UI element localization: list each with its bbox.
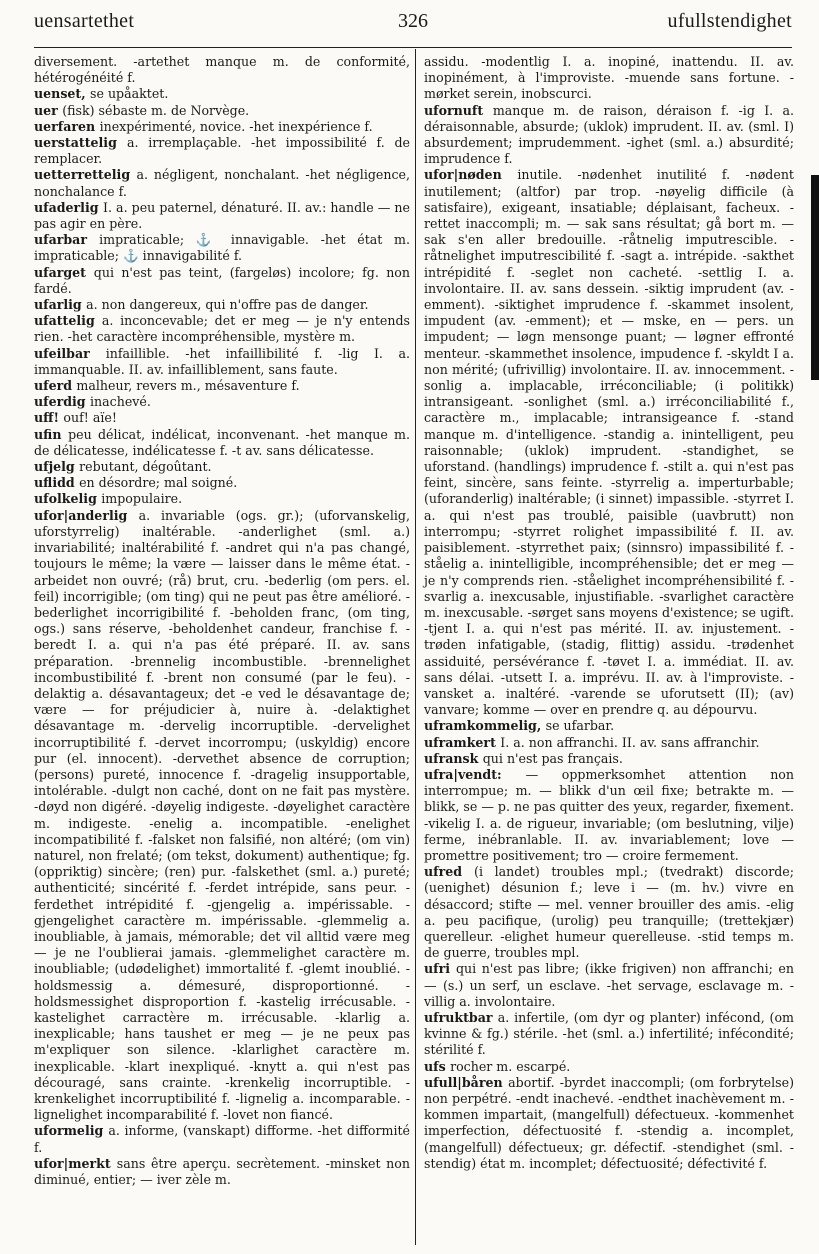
entry-text: impraticable; ⚓ innavigable. -het état m. impraticable; ⚓ innavigabilité f. xyxy=(34,232,410,264)
dictionary-entry xyxy=(34,54,410,86)
dictionary-entry xyxy=(34,103,410,119)
dictionary-entry xyxy=(34,265,410,297)
thumb-index-tab xyxy=(811,175,819,380)
dictionary-entry xyxy=(34,232,410,264)
entry-text: abortif. -byrdet inaccompli; (om forbrytelse) non perpétré. -endt inachevé. -endthet inachèvement m. -kommen impartait, (mangelfull) défectueux. -kommenhet imperfection, défectuosité f. -stendig a. incomplet, (mangelfull) défectueux; gr. défectif. -stendighet (sml. -stendig) état m. incomplet; défectuosité; défectivité f. xyxy=(424,1074,794,1171)
entry-text: (fisk) sébaste m. de Norvège. xyxy=(62,102,250,118)
entry-headword: uferd xyxy=(34,378,73,394)
entry-text: a. non dangereux, qui n'offre pas de danger. xyxy=(86,297,369,313)
entry-headword: ufeilbar xyxy=(34,345,90,361)
entry-text: qui n'est pas teint, (fargeløs) incolore; fg. non fardé. xyxy=(34,264,410,296)
left-guide-word: uensartethet xyxy=(34,10,135,32)
entry-headword: ufaderlig xyxy=(34,199,99,215)
dictionary-entry xyxy=(34,378,410,394)
dictionary-entry xyxy=(34,508,410,1124)
dictionary-entry xyxy=(34,410,410,426)
column-divider xyxy=(415,49,416,1245)
dictionary-entry xyxy=(34,119,410,135)
dictionary-entry xyxy=(424,735,794,751)
dictionary-entry xyxy=(424,54,794,103)
entry-text: — oppmerksomhet attention non interrompue; m. — blikk d'un œil fixe; betrakte m. — blikk, se — p. ne pas quitter des yeux, regarder, fixement. -vikelig I. a. de rigueur, invariable; (om beslutning, vilje) ferme, inébranlable. II. av. invariablement; love — promettre positivement; tro — croire fermement. xyxy=(424,766,794,863)
right-column xyxy=(424,54,794,1172)
entry-headword: ufra|vendt: xyxy=(424,766,502,782)
entry-text: qui n'est pas libre; (ikke frigiven) non affranchi; en — (s.) un serf, un esclave. -het servage, esclavage m. -villig a. involontaire. xyxy=(424,961,794,1009)
dictionary-entry xyxy=(424,718,794,734)
dictionary-entry xyxy=(34,1123,410,1155)
entry-headword: ufransk xyxy=(424,750,479,766)
dictionary-entry xyxy=(34,491,410,507)
entry-text: a. inconcevable; det er meg — je n'y entends rien. -het caractère incompréhensible, mystère m. xyxy=(34,313,410,345)
dictionary-entry xyxy=(424,167,794,718)
entry-headword: ufruktbar xyxy=(424,1009,493,1025)
entry-text: a. invariable (ogs. gr.); (uforvanskelig, uforstyrrelig) inaltérable. -anderlighet (sml. a.) invariabilité; inaltérabilité f. -andret qui n'a pas changé, toujours le même; la være — laisser dans le même état. -arbeidet non ouvré; (rå) brut, cru. -bederlig (om pers. el. feil) incorrigible; (om ting) qui ne peut pas être amélioré. -bederlighet incorrigibilité f. -beholden franc, (om ting, ogs.) sans réserve, -beholdenhet candeur, franchise f. -beredt I. a. qui n'a pas été préparé. II. av. sans préparation. -brennelig incombustible. -brennelighet incombustibilité f. -brent non consumé (par le feu). -delaktig a. désavantageux; det -e ved le désavantage de; være — for préjudicier à, nuire à. -delaktighet désavantage m. -dervelig incorruptible. -dervelighet incorruptibilité f. -dervet incorrompu; (uskyldig) encore pur (el. innocent). -dervethet absence de corruption; (persons) pureté, innocence f. -dragelig insupportable, intolérable. -dulgt non caché, dont on ne fait pas mystère. -døyd non digéré. -døyelig indigeste. -døyelighet caractère m. indigeste. -enelig a. incompatible. -enelighet incompatibilité f. -falsket non falsifié, non altéré; (om vin) naturel, non frelaté; (om tekst, dokument) authentique; fg. (oppriktig) sincère; (ren) pur. -falskethet (sml. a.) pureté; authenticité; sincérité f. -ferdet intrépide, sans peur. -ferdethet intrépidité f. -gjengelig a. impérissable. -gjengelighet caractère m. impérissable. -glemmelig a. inoubliable, à jamais, mémorable; det vil alltid være meg — je ne l'oublierai jamais. -glemmelighet caractère m. inoubliable; (udødelighet) immortalité f. -glemt inoublié. -holdsmessig a. démesuré, disproportionné. -holdsmessighet disproportion f. -kastelig irrécusable. -kastelighet carractère m. irrécusable. -klarlig a. inexplicable; hans taushet er meg — je ne peux pas m'expliquer son silence. -klarlighet caractère m. inexplicable. -klart inexpliqué. -knytt a. qui n'est pas découragé, sans crainte. -krenkelig incorruptible. -krenkelighet incorruptibilité f. -lignelig a. incomparable. -lignelighet incomparabilité f. -lovet non fiancé. xyxy=(34,507,410,1123)
dictionary-entry xyxy=(34,459,410,475)
entry-headword: ufin xyxy=(34,426,62,442)
dictionary-entry xyxy=(424,1059,794,1075)
dictionary-entry xyxy=(424,1075,794,1172)
entry-text: a. infertile, (om dyr og planter) infécond, (om kvinne & fg.) stérile. -het (sml. a.) infertilité; infécondité; stérilité f. xyxy=(424,1009,794,1058)
entry-text: I. a. peu paternel, dénaturé. II. av.: handle — ne pas agir en père. xyxy=(34,199,410,232)
entry-text: manque m. de raison, déraison f. -ig I. a. déraisonnable, absurde; (uklok) imprudent. II. av. (sml. I) absurdement; imprudemment. -ighet (sml. a.) absurdité; imprudence f. xyxy=(424,102,794,167)
entry-text: peu délicat, indélicat, inconvenant. -het manque m. de délicatesse, indélicatesse f. -t av. sans délicatesse. xyxy=(34,426,411,458)
entry-headword: ufred xyxy=(424,864,463,880)
entry-text: infaillible. -het infaillibilité f. -lig I. a. immanquable. II. av. infailliblement, sans faute. xyxy=(34,345,410,377)
entry-headword: ufull|båren xyxy=(424,1074,503,1090)
dictionary-entry xyxy=(34,475,410,491)
entry-text: se upåaktet. xyxy=(90,86,169,102)
entry-text: sans être aperçu. secrètement. -minsket non diminué, entier; — iver zèle m. xyxy=(34,1155,410,1188)
entry-headword: uferdig xyxy=(34,394,86,410)
entry-headword: ufor|nøden xyxy=(424,167,502,183)
entry-headword: uframkert xyxy=(424,734,496,750)
entry-headword: uenset, xyxy=(34,86,86,102)
entry-headword: ufattelig xyxy=(34,313,95,329)
entry-text: se ufarbar. xyxy=(545,718,615,734)
dictionary-entry xyxy=(424,103,794,168)
dictionary-entry xyxy=(34,313,410,345)
left-column xyxy=(34,54,410,1188)
entry-text: a. irremplaçable. -het impossibilité f. de remplacer. xyxy=(34,135,410,167)
entry-text: I. a. non affranchi. II. av. sans affranchir. xyxy=(500,734,760,750)
entry-headword: ufor|merkt xyxy=(34,1155,111,1171)
entry-headword: ufri xyxy=(424,961,450,977)
entry-text: impopulaire. xyxy=(101,491,183,507)
dictionary-entry xyxy=(34,1156,410,1188)
entry-headword: ufarget xyxy=(34,264,87,280)
dictionary-entry xyxy=(34,135,410,167)
page-number: 326 xyxy=(398,10,428,32)
entry-text: a. négligent, nonchalant. -het négligence, nonchalance f. xyxy=(34,167,410,199)
dictionary-entry xyxy=(424,864,794,961)
entry-text: rocher m. escarpé. xyxy=(450,1058,571,1074)
entry-headword: ufarbar xyxy=(34,232,87,248)
entry-headword: uff! xyxy=(34,410,60,426)
entry-text: diversement. -artethet manque m. de conformité, hétérogénéité f. xyxy=(34,54,410,86)
entry-headword: ufornuft xyxy=(424,102,484,118)
dictionary-entry xyxy=(34,427,410,459)
dictionary-entry xyxy=(34,200,410,232)
entry-headword: uetterrettelig xyxy=(34,167,131,183)
entry-headword: ufs xyxy=(424,1058,446,1074)
dictionary-entry xyxy=(34,86,410,102)
dictionary-entry xyxy=(424,767,794,864)
entry-headword: uformelig xyxy=(34,1123,104,1139)
entry-headword: uer xyxy=(34,102,58,118)
header-rule xyxy=(34,47,792,48)
entry-text: qui n'est pas français. xyxy=(482,750,623,766)
dictionary-entry xyxy=(34,346,410,378)
entry-text: (i landet) troubles mpl.; (tvedrakt) discorde; (uenighet) désunion f.; leve i — (m. hv.) vivre en désaccord; stifte — mel. venner brouiller des amis. -elig a. peu pacifique, (urolig) peu tranquille; (trettekjær) querelleur. -elighet humeur querelleuse. -stid temps m. de guerre, troubles mpl. xyxy=(424,864,794,961)
entry-text: ouf! aïe! xyxy=(63,410,117,426)
dictionary-entry xyxy=(34,297,410,313)
dictionary-entry xyxy=(34,167,410,199)
entry-headword: ufor|anderlig xyxy=(34,507,128,523)
entry-headword: uflidd xyxy=(34,475,75,491)
entry-text: rebutant, dégoûtant. xyxy=(79,459,212,475)
dictionary-entry xyxy=(34,394,410,410)
entry-text: a. informe, (vanskapt) difforme. -het difformité f. xyxy=(34,1123,411,1155)
entry-headword: uframkommelig, xyxy=(424,718,542,734)
right-guide-word: ufullstendighet xyxy=(667,10,792,32)
page-header xyxy=(34,10,792,44)
entry-text: malheur, revers m., mésaventure f. xyxy=(76,378,300,394)
dictionary-entry xyxy=(424,961,794,1010)
entry-headword: uerstattelig xyxy=(34,135,117,151)
entry-headword: ufolkelig xyxy=(34,491,97,507)
entry-text: en désordre; mal soigné. xyxy=(79,475,238,491)
dictionary-entry xyxy=(424,751,794,767)
entry-headword: uerfaren xyxy=(34,118,96,134)
entry-text: inexpérimenté, novice. -het inexpérience f. xyxy=(99,118,373,134)
entry-text: inachevé. xyxy=(90,394,151,410)
entry-headword: ufarlig xyxy=(34,297,82,313)
entry-headword: ufjelg xyxy=(34,459,75,475)
entry-text: inutile. -nødenhet inutilité f. -nødent inutilement; (altfor) par trop. -nøyelig difficile (à satisfaire), exigeant, insatiable; déplaisant, facheux. -rettet inaccompli; m. — sak sans résultat; gå bort m. — sak s'en aller bredouille. -råtnelig imputrescible. -råtnelighet imputrescibilité f. -sagt a. intrépide. -sakthet intrépidité f. -seglet non cacheté. -settlig I. a. involontaire. II. av. sans dessein. -siktig imprudent (av. -emment). -siktighet imprudence f. -skammet insolent, impudent (av. -emment); et — mske, en — pers. un impudent; — løgn mensonge puant; — løgner effronté menteur. -skammethet insolence, impudence f. -skyldt I a. non mérité; (ufrivillig) involontaire. II. av. innocemment. -sonlig a. implacable, irréconciliable; (i politikk) intransigeant. -sonlighet (sml. a.) irréconciliabilité f., caractère m., implacable; intransigeance f. -stand manque m. d'intelligence. -standig a. inintelligent, peu raisonnable; (uklok) imprudent. -standighet, se uforstand. (handlings) imprudence f. -stilt a. qui n'est pas feint, sincère, sans feinte. -styrrelig a. imperturbable; (uforanderlig) inaltérable; (i sinnet) impassible. -styrret I. a. qui n'est pas troublé, paisible (uavbrutt) non interrompu; -styrret rolighet impassibilité f. II. av. paisiblement. -styrrethet paix; (sinnsro) impassibilité f. -ståelig a. inintelligible, incompréhensible; det er meg — je n'y comprends rien. -ståelighet incompréhensibilité f. -svarlig a. inexcusable, injustifiable. -svarlighet caractère m. inexcusable. -sørget sans moyens d'existence; se ugift. -tjent I. a. qui n'est pas mérité. II. av. injustement. -trøden infatigable, (stadig, flittig) assidu. -trødenhet assiduité, persévérance f. -tøvet I. a. immédiat. II. av. sans délai. -utsett I. a. imprévu. II. av. à l'improviste. -vansket a. inaltéré. -varende se uforutsett (II); (av) vanvare; komme — over en prendre q. au dépourvu. xyxy=(424,167,794,718)
dictionary-entry xyxy=(424,1010,794,1059)
entry-text: assidu. -modentlig I. a. inopiné, inattendu. II. av. inopinément, à l'improviste. -muende sans fortune. -mørket serein, inobscurci. xyxy=(424,54,794,102)
